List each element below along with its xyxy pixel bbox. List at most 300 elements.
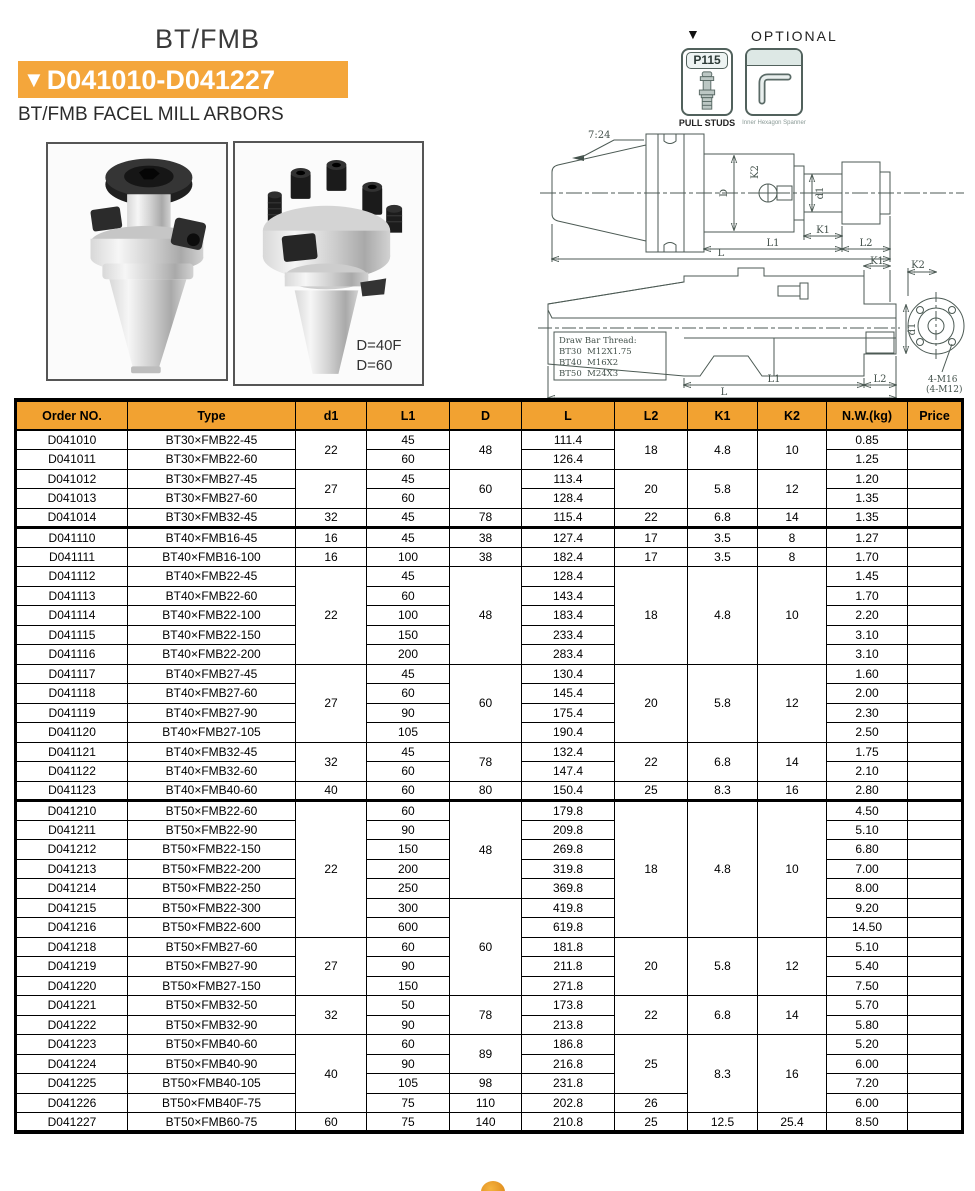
table-cell: BT30×FMB27-45 [128, 469, 296, 489]
table-cell: BT40×FMB22-150 [128, 625, 296, 645]
range-banner-text: D041010-D041227 [46, 65, 275, 95]
table-cell: BT50×FMB27-150 [128, 976, 296, 996]
table-cell [908, 879, 963, 899]
table-cell: 48 [450, 430, 522, 469]
table-cell: 90 [367, 703, 450, 723]
table-cell: 110 [450, 1093, 522, 1113]
column-header: L2 [615, 400, 688, 430]
banner-triangle-icon: ▼ [23, 67, 45, 92]
table-cell [908, 820, 963, 840]
table-cell: BT40×FMB22-200 [128, 645, 296, 665]
table-cell: 26 [615, 1093, 688, 1113]
table-cell: 6.00 [827, 1054, 908, 1074]
table-cell: 90 [367, 1054, 450, 1074]
table-cell: D041214 [16, 879, 128, 899]
table-cell: BT40×FMB22-60 [128, 586, 296, 606]
optional-triangle-icon: ▼ [686, 26, 700, 42]
table-cell: 6.8 [688, 996, 758, 1035]
table-cell: 78 [450, 742, 522, 781]
table-cell: BT50×FMB22-60 [128, 801, 296, 821]
table-cell: D041119 [16, 703, 128, 723]
table-cell: D041118 [16, 684, 128, 704]
table-cell: D041221 [16, 996, 128, 1016]
table-cell: 16 [296, 547, 367, 567]
table-cell: 100 [367, 606, 450, 626]
table-cell [908, 508, 963, 528]
table-cell: 271.8 [522, 976, 615, 996]
table-cell: 60 [367, 937, 450, 957]
bolt-note-line1: 4-M16 [928, 375, 958, 385]
table-cell: 1.35 [827, 508, 908, 528]
dim-K1-label: K1 [816, 225, 830, 236]
table-cell: 369.8 [522, 879, 615, 899]
table-cell: 175.4 [522, 703, 615, 723]
table-cell [908, 469, 963, 489]
table-cell: 2.80 [827, 781, 908, 801]
table-row [16, 528, 963, 548]
table-cell: 200 [367, 645, 450, 665]
table-cell: D041219 [16, 957, 128, 977]
table-cell: 9.20 [827, 898, 908, 918]
table-cell: 14.50 [827, 918, 908, 938]
table-cell: 600 [367, 918, 450, 938]
table-cell: D041013 [16, 489, 128, 509]
table-cell [908, 547, 963, 567]
table-cell: D041216 [16, 918, 128, 938]
table-cell: BT40×FMB16-45 [128, 528, 296, 548]
table-cell: 209.8 [522, 820, 615, 840]
table-cell: D041012 [16, 469, 128, 489]
table-cell: 5.8 [688, 469, 758, 508]
table-cell: 4.8 [688, 430, 758, 469]
drawbar-thread-title: Draw Bar Thread: [559, 336, 637, 346]
table-cell: 1.70 [827, 586, 908, 606]
table-cell: BT50×FMB22-300 [128, 898, 296, 918]
table-cell: 89 [450, 1035, 522, 1074]
table-cell: D041116 [16, 645, 128, 665]
table-cell: D041222 [16, 1015, 128, 1035]
table-cell: 60 [450, 469, 522, 508]
table-cell: 90 [367, 820, 450, 840]
table-cell: 8.3 [688, 1035, 758, 1113]
table-cell: 38 [450, 528, 522, 548]
table-cell: D041225 [16, 1074, 128, 1094]
hex-spanner-card [745, 48, 803, 116]
table-cell: 45 [367, 508, 450, 528]
table-cell [908, 762, 963, 782]
table-cell: 3.5 [688, 547, 758, 567]
table-cell: 128.4 [522, 567, 615, 587]
table-cell: 98 [450, 1074, 522, 1094]
table-cell: 22 [296, 567, 367, 665]
table-cell: D041110 [16, 528, 128, 548]
table-cell: 173.8 [522, 996, 615, 1016]
spec-table [14, 398, 964, 1134]
table-cell: 12 [758, 664, 827, 742]
table-cell: 300 [367, 898, 450, 918]
product-photo-2 [233, 141, 424, 386]
table-cell: 22 [296, 430, 367, 469]
table-cell: 10 [758, 430, 827, 469]
table-cell: BT50×FMB40-90 [128, 1054, 296, 1074]
table-cell: 27 [296, 937, 367, 996]
table-cell: D041213 [16, 859, 128, 879]
table-row [16, 801, 963, 821]
table-cell: 12.5 [688, 1113, 758, 1133]
table-cell: D041120 [16, 723, 128, 743]
table-cell: 45 [367, 664, 450, 684]
pull-stud-icon [692, 70, 722, 112]
section-dim-L: L [720, 387, 728, 398]
table-cell: D041224 [16, 1054, 128, 1074]
table-row [16, 996, 963, 1016]
dim-L-label: L [717, 248, 725, 259]
table-row [16, 567, 963, 587]
table-cell: D041114 [16, 606, 128, 626]
table-cell: BT50×FMB22-600 [128, 918, 296, 938]
spec-table-body [16, 430, 963, 1132]
table-cell: 210.8 [522, 1113, 615, 1133]
table-cell: D041212 [16, 840, 128, 860]
table-cell: 25.4 [758, 1113, 827, 1133]
table-cell: BT40×FMB27-105 [128, 723, 296, 743]
table-cell: 10 [758, 801, 827, 938]
table-cell: BT40×FMB16-100 [128, 547, 296, 567]
table-cell: 78 [450, 508, 522, 528]
table-cell: 32 [296, 742, 367, 781]
table-cell: 45 [367, 567, 450, 587]
photo-caption-line1: D=40F [356, 337, 402, 355]
arbor-photo-illustration-2 [235, 143, 422, 384]
spanner-card-band [747, 50, 801, 66]
table-cell: 1.60 [827, 664, 908, 684]
table-cell: 5.10 [827, 820, 908, 840]
table-cell: 200 [367, 859, 450, 879]
table-cell: 5.8 [688, 937, 758, 996]
optional-label: OPTIONAL [751, 28, 838, 44]
column-header: K1 [688, 400, 758, 430]
table-cell: BT50×FMB32-50 [128, 996, 296, 1016]
table-cell: 16 [758, 1035, 827, 1113]
column-header: d1 [296, 400, 367, 430]
table-cell: BT50×FMB22-250 [128, 879, 296, 899]
table-cell: 147.4 [522, 762, 615, 782]
table-cell: D041010 [16, 430, 128, 450]
table-cell: 45 [367, 469, 450, 489]
table-cell [908, 606, 963, 626]
table-cell [908, 742, 963, 762]
table-cell: 8 [758, 547, 827, 567]
table-row [16, 781, 963, 801]
bolt-note-line2: (4-M12) [926, 385, 963, 395]
table-cell [908, 567, 963, 587]
table-cell: 202.8 [522, 1093, 615, 1113]
column-header: Type [128, 400, 296, 430]
table-cell: BT40×FMB22-45 [128, 567, 296, 587]
table-cell: 40 [296, 1035, 367, 1113]
table-cell: 145.4 [522, 684, 615, 704]
table-cell: 100 [367, 547, 450, 567]
table-cell: D041227 [16, 1113, 128, 1133]
table-cell: BT30×FMB22-45 [128, 430, 296, 450]
table-cell: 113.4 [522, 469, 615, 489]
technical-drawing-section-view [534, 256, 970, 404]
table-cell: 20 [615, 664, 688, 742]
table-cell: 1.75 [827, 742, 908, 762]
table-cell: 182.4 [522, 547, 615, 567]
column-header: Order NO. [16, 400, 128, 430]
range-banner [18, 61, 348, 98]
column-header: L [522, 400, 615, 430]
table-cell: 1.35 [827, 489, 908, 509]
table-cell: 5.8 [688, 664, 758, 742]
table-cell: 132.4 [522, 742, 615, 762]
table-cell: 75 [367, 1093, 450, 1113]
table-cell: BT30×FMB27-60 [128, 489, 296, 509]
table-cell: 419.8 [522, 898, 615, 918]
technical-drawing-side-view [536, 128, 968, 262]
dim-D-label: D [719, 188, 730, 198]
pull-studs-label: PULL STUDS [678, 118, 736, 128]
table-cell: 14 [758, 508, 827, 528]
table-cell: 150 [367, 625, 450, 645]
table-cell: 75 [367, 1113, 450, 1133]
table-cell: 32 [296, 996, 367, 1035]
table-cell: 18 [615, 801, 688, 938]
column-header: D [450, 400, 522, 430]
table-cell: BT40×FMB32-45 [128, 742, 296, 762]
table-cell: 20 [615, 937, 688, 996]
table-cell: 7.20 [827, 1074, 908, 1094]
table-cell: 143.4 [522, 586, 615, 606]
table-cell: 40 [296, 781, 367, 801]
drawbar-thread-bt30: BT30 M12X1.75 [559, 347, 632, 357]
table-cell: 60 [450, 664, 522, 742]
table-cell: 105 [367, 723, 450, 743]
table-cell: D041226 [16, 1093, 128, 1113]
section-dim-d1: d1 [907, 322, 918, 336]
column-header: L1 [367, 400, 450, 430]
table-cell: 3.10 [827, 645, 908, 665]
table-cell: 4.8 [688, 567, 758, 665]
table-cell: 17 [615, 547, 688, 567]
table-cell: BT50×FMB60-75 [128, 1113, 296, 1133]
table-row [16, 1113, 963, 1133]
table-cell: BT40×FMB32-60 [128, 762, 296, 782]
table-cell: 269.8 [522, 840, 615, 860]
table-cell: 50 [367, 996, 450, 1016]
table-cell: 0.85 [827, 430, 908, 450]
table-cell: D041011 [16, 450, 128, 470]
table-cell: 20 [615, 469, 688, 508]
pull-stud-card [681, 48, 733, 116]
table-cell: 4.8 [688, 801, 758, 938]
hex-key-icon [752, 67, 796, 109]
table-cell: 27 [296, 664, 367, 742]
table-cell: 3.10 [827, 625, 908, 645]
table-cell: BT40×FMB40-60 [128, 781, 296, 801]
table-cell: 80 [450, 781, 522, 801]
table-cell: 4.50 [827, 801, 908, 821]
arbor-photo-illustration-1 [48, 144, 226, 379]
table-cell: 2.30 [827, 703, 908, 723]
table-cell: 10 [758, 567, 827, 665]
table-cell: BT50×FMB27-90 [128, 957, 296, 977]
table-cell [908, 781, 963, 801]
table-cell: D041211 [16, 820, 128, 840]
table-cell: 5.80 [827, 1015, 908, 1035]
table-cell: D041218 [16, 937, 128, 957]
table-cell: 216.8 [522, 1054, 615, 1074]
table-cell: 3.5 [688, 528, 758, 548]
table-cell: 150.4 [522, 781, 615, 801]
table-row [16, 547, 963, 567]
column-header: K2 [758, 400, 827, 430]
table-cell: 619.8 [522, 918, 615, 938]
table-cell: BT30×FMB22-60 [128, 450, 296, 470]
table-cell: 60 [296, 1113, 367, 1133]
table-cell [908, 937, 963, 957]
table-cell [908, 703, 963, 723]
table-cell: 231.8 [522, 1074, 615, 1094]
table-cell: 2.00 [827, 684, 908, 704]
table-cell: BT50×FMB40-105 [128, 1074, 296, 1094]
table-cell [908, 1093, 963, 1113]
section-dim-L2: L2 [873, 374, 887, 385]
table-cell: 190.4 [522, 723, 615, 743]
dim-K2-label: K2 [750, 165, 761, 179]
drawbar-thread-bt40: BT40 M16X2 [559, 358, 619, 368]
table-cell: 22 [615, 742, 688, 781]
table-cell: 283.4 [522, 645, 615, 665]
table-cell: 1.45 [827, 567, 908, 587]
table-cell: BT40×FMB27-45 [128, 664, 296, 684]
table-cell: 60 [367, 801, 450, 821]
table-cell: 111.4 [522, 430, 615, 450]
table-cell: 1.70 [827, 547, 908, 567]
table-cell: BT50×FMB40F-75 [128, 1093, 296, 1113]
table-cell: BT50×FMB32-90 [128, 1015, 296, 1035]
table-cell: BT50×FMB27-60 [128, 937, 296, 957]
table-cell: 140 [450, 1113, 522, 1133]
table-cell: BT30×FMB32-45 [128, 508, 296, 528]
table-cell: D041122 [16, 762, 128, 782]
table-cell: D041215 [16, 898, 128, 918]
product-photo-1 [46, 142, 228, 381]
page-title: BT/FMB [155, 24, 260, 54]
column-header: Price [908, 400, 963, 430]
table-cell: 25 [615, 781, 688, 801]
table-cell: BT40×FMB27-90 [128, 703, 296, 723]
table-cell: BT40×FMB22-100 [128, 606, 296, 626]
table-cell: 60 [367, 586, 450, 606]
table-cell [908, 996, 963, 1016]
table-cell: 2.50 [827, 723, 908, 743]
table-cell: 8.50 [827, 1113, 908, 1133]
table-row [16, 1035, 963, 1055]
taper-ratio-label: 7:24 [588, 130, 611, 141]
table-cell [908, 645, 963, 665]
table-cell: 14 [758, 742, 827, 781]
table-cell: 319.8 [522, 859, 615, 879]
table-cell: 6.80 [827, 840, 908, 860]
end-view-dim-K2: K2 [911, 260, 925, 271]
table-cell: 211.8 [522, 957, 615, 977]
table-cell: BT50×FMB40-60 [128, 1035, 296, 1055]
table-cell: 90 [367, 1015, 450, 1035]
table-cell: 60 [367, 489, 450, 509]
dim-L2-label: L2 [859, 238, 873, 249]
table-cell: BT50×FMB22-200 [128, 859, 296, 879]
table-cell: 8.00 [827, 879, 908, 899]
table-cell: 14 [758, 996, 827, 1035]
table-cell: D041111 [16, 547, 128, 567]
table-cell: 6.00 [827, 1093, 908, 1113]
table-cell: 7.00 [827, 859, 908, 879]
table-cell: 183.4 [522, 606, 615, 626]
column-header: N.W.(kg) [827, 400, 908, 430]
table-cell [908, 625, 963, 645]
table-cell: 45 [367, 742, 450, 762]
table-row [16, 430, 963, 450]
section-dim-L1: L1 [767, 374, 781, 385]
table-cell [908, 976, 963, 996]
table-cell [908, 1074, 963, 1094]
table-cell: 60 [367, 762, 450, 782]
table-cell: 22 [615, 508, 688, 528]
table-row [16, 508, 963, 528]
table-cell: 233.4 [522, 625, 615, 645]
table-cell [908, 450, 963, 470]
table-cell: 2.20 [827, 606, 908, 626]
spec-table-container [14, 398, 964, 1134]
table-cell: 8 [758, 528, 827, 548]
table-cell: 8.3 [688, 781, 758, 801]
table-cell: 45 [367, 430, 450, 450]
table-cell: 1.25 [827, 450, 908, 470]
table-cell: 1.27 [827, 528, 908, 548]
table-cell [908, 1113, 963, 1133]
table-cell [908, 898, 963, 918]
table-cell: BT50×FMB22-150 [128, 840, 296, 860]
table-cell: 5.70 [827, 996, 908, 1016]
table-cell [908, 840, 963, 860]
spanner-label: Inner Hexagon Spanner [742, 120, 806, 126]
table-cell: D041115 [16, 625, 128, 645]
table-cell [908, 684, 963, 704]
table-cell [908, 489, 963, 509]
table-cell: 127.4 [522, 528, 615, 548]
table-cell: D041123 [16, 781, 128, 801]
table-cell: 45 [367, 528, 450, 548]
table-row [16, 742, 963, 762]
table-cell [908, 859, 963, 879]
table-cell: 22 [296, 801, 367, 938]
table-cell: 2.10 [827, 762, 908, 782]
pull-stud-model: P115 [686, 52, 728, 69]
drawbar-thread-bt50: BT50 M24X3 [559, 369, 619, 379]
table-cell: 22 [615, 996, 688, 1035]
table-cell: 60 [367, 450, 450, 470]
table-cell: 186.8 [522, 1035, 615, 1055]
table-cell: 12 [758, 937, 827, 996]
table-cell: 60 [367, 1035, 450, 1055]
table-cell: 60 [367, 684, 450, 704]
table-cell: 18 [615, 430, 688, 469]
table-cell: 25 [615, 1113, 688, 1133]
table-cell: 16 [758, 781, 827, 801]
dim-d1-label: d1 [815, 186, 826, 200]
